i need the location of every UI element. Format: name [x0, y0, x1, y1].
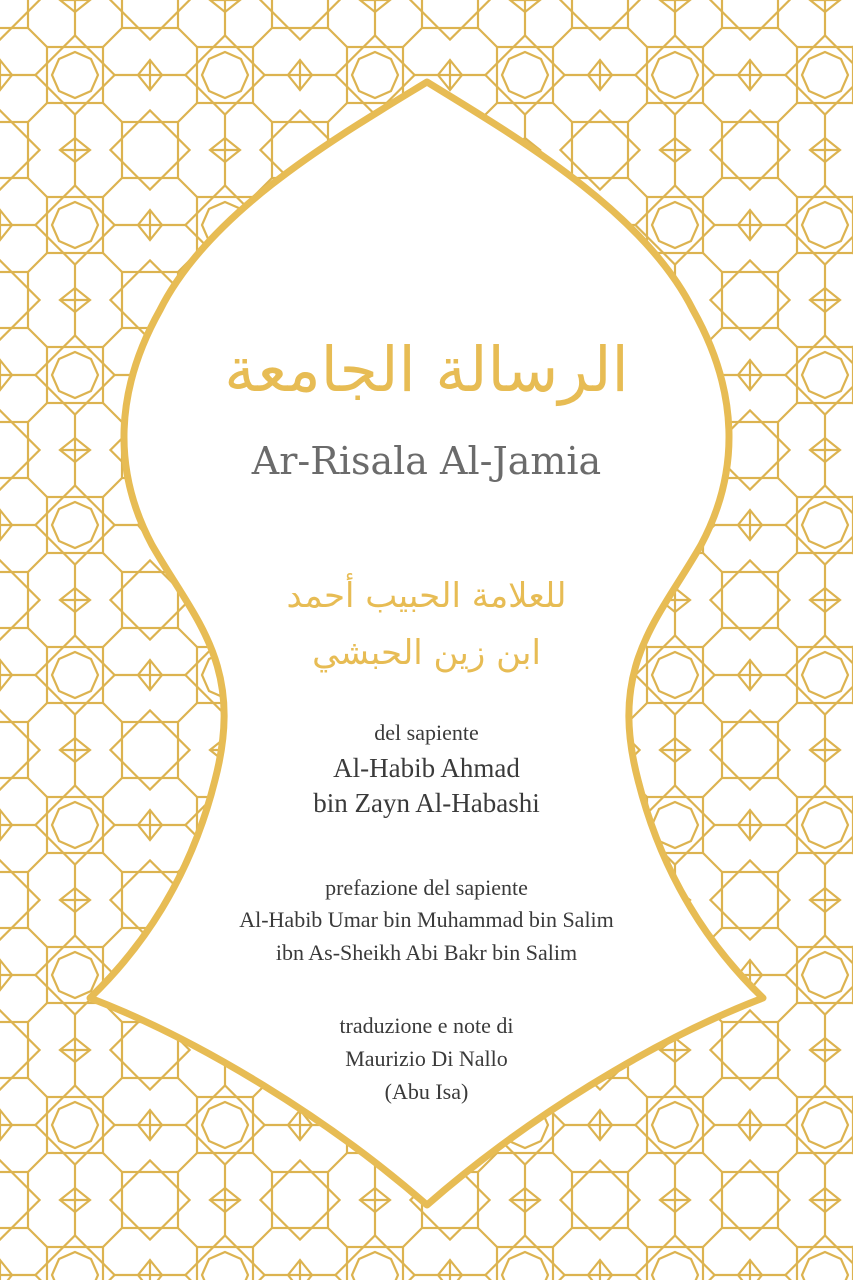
- preface-author-line-1: Al-Habib Umar bin Muhammad bin Salim: [239, 907, 614, 932]
- latin-title: Ar-Risala Al-Jamia: [251, 439, 602, 483]
- arabic-author-line-1: للعلامة الحبيب أحمد: [286, 576, 567, 616]
- translator-name: Maurizio Di Nallo: [345, 1046, 508, 1071]
- translation-intro: traduzione e note di: [339, 1013, 514, 1038]
- preface-intro: prefazione del sapiente: [325, 875, 528, 900]
- author-intro: del sapiente: [374, 720, 479, 745]
- arabic-title: الرسالة الجامعة: [224, 333, 629, 406]
- translator-kunya: (Abu Isa): [384, 1079, 469, 1104]
- arabic-author-line-2: ابن زين الحبشي: [312, 633, 541, 673]
- preface-author-line-2: ibn As-Sheikh Abi Bakr bin Salim: [275, 940, 578, 965]
- author-name-line-1: Al-Habib Ahmad: [333, 753, 520, 783]
- author-name-line-2: bin Zayn Al-Habashi: [313, 788, 540, 818]
